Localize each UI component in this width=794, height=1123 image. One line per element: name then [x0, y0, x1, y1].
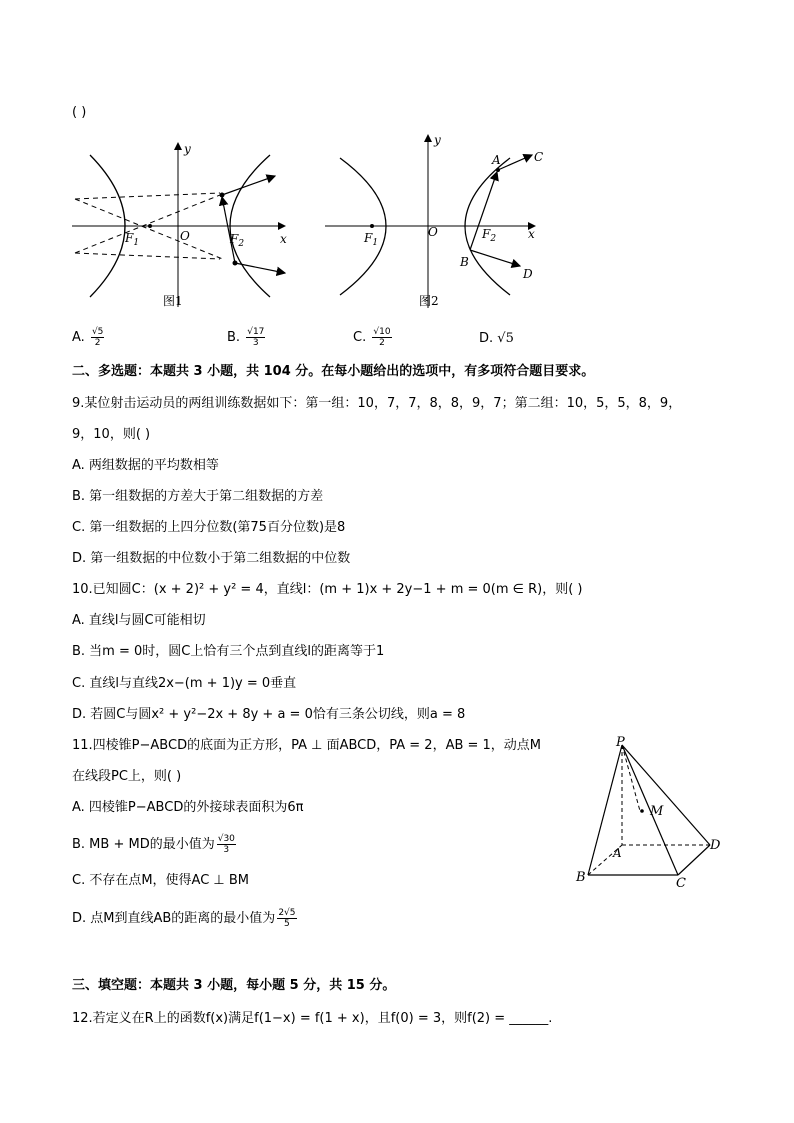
q10-option-c: C. 直线l与直线2x−(m + 1)y = 0垂直: [72, 676, 297, 691]
q11-stem-line2: 在线段PC上，则( ): [72, 769, 182, 784]
section-3-heading: 三、填空题：本题共 3 小题，每小题 5 分，共 15 分。: [72, 978, 396, 993]
svg-text:O: O: [180, 229, 190, 243]
q9-option-a: A. 两组数据的平均数相等: [72, 458, 219, 473]
pyramid-figure: [570, 733, 730, 888]
answer-paren: ( ): [72, 105, 87, 120]
svg-text:F2: $F_2$: [482, 227, 497, 244]
svg-text:F1: $F_1$: [125, 231, 140, 248]
svg-text:C: C: [534, 150, 544, 164]
svg-text:B: B: [460, 255, 469, 269]
q11-option-d: D. 点M到直线AB的距离的最小值为 $\frac{2√5}{5}$: [72, 908, 296, 929]
q8-option-c: C. $\frac{√10}{2}$: [353, 327, 391, 348]
q10-option-d: D. 若圆C与圆x² + y²−2x + 8y + a = 0恰有三条公切线，则a = 8: [72, 707, 466, 722]
q8-option-d: D. √5: [479, 331, 514, 346]
hyperbola-figure-2: [320, 130, 555, 315]
svg-text:x: x: [280, 232, 287, 246]
q11-stem-line1: 11.四棱锥P−ABCD的底面为正方形，PA ⊥ 面ABCD，PA = 2，AB = 1，动点M: [72, 738, 542, 753]
svg-text:A: A: [613, 846, 622, 860]
q9-stem-line2: 9，10，则( ): [72, 427, 151, 442]
q8-option-a: A. $\frac{√5}{2}$: [72, 327, 104, 348]
svg-text:O: O: [428, 225, 438, 239]
svg-text:M: M: [650, 804, 664, 819]
q10-option-a: A. 直线l与圆C可能相切: [72, 613, 206, 628]
q11-option-b: B. MB + MD的最小值为 $\frac{√30}{3}$: [72, 834, 235, 855]
q11-option-c: C. 不存在点M，使得AC ⊥ BM: [72, 873, 250, 888]
svg-text:F1: $F_1$: [364, 231, 379, 248]
svg-text:F2: $F_2$: [230, 232, 245, 249]
svg-text:C: C: [676, 876, 686, 888]
q9-option-c: C. 第一组数据的上四分位数(第75百分位数)是8: [72, 520, 346, 535]
q9-option-d: D. 第一组数据的中位数小于第二组数据的中位数: [72, 551, 351, 566]
q12-stem: 12.若定义在R上的函数f(x)满足f(1−x) = f(1 + x)，且f(0) = 3，则f(2) = ______.: [72, 1011, 553, 1026]
svg-text:D: D: [710, 838, 721, 853]
section-2-heading: 二、多选题：本题共 3 小题，共 104 分。在每小题给出的选项中，有多项符合题目要求。: [72, 364, 595, 379]
fig1-caption: 图1: [163, 294, 183, 308]
q10-stem: 10.已知圆C：(x + 2)² + y² = 4，直线l：(m + 1)x + 2y−1 + m = 0(m ∈ R)，则( ): [72, 582, 583, 597]
hyperbola-figure-1: [70, 135, 300, 315]
q9-option-b: B. 第一组数据的方差大于第二组数据的方差: [72, 489, 324, 504]
svg-text:x: x: [528, 227, 535, 241]
q11-option-a: A. 四棱锥P−ABCD的外接球表面积为6π: [72, 800, 304, 815]
fig2-caption: 图2: [419, 294, 439, 308]
svg-text:A: A: [492, 153, 501, 167]
svg-text:B: B: [576, 870, 586, 885]
svg-text:P: P: [616, 735, 625, 750]
svg-text:y: y: [184, 142, 191, 156]
q9-stem-line1: 9.某位射击运动员的两组训练数据如下：第一组：10，7，7，8，8，9，7；第二组：10，5，5，8，9，: [72, 396, 682, 411]
q10-option-b: B. 当m = 0时，圆C上恰有三个点到直线l的距离等于1: [72, 644, 385, 659]
q8-option-b: B. $\frac{√17}{3}$: [227, 327, 265, 348]
svg-text:y: y: [434, 133, 441, 147]
svg-text:D: D: [523, 267, 533, 281]
